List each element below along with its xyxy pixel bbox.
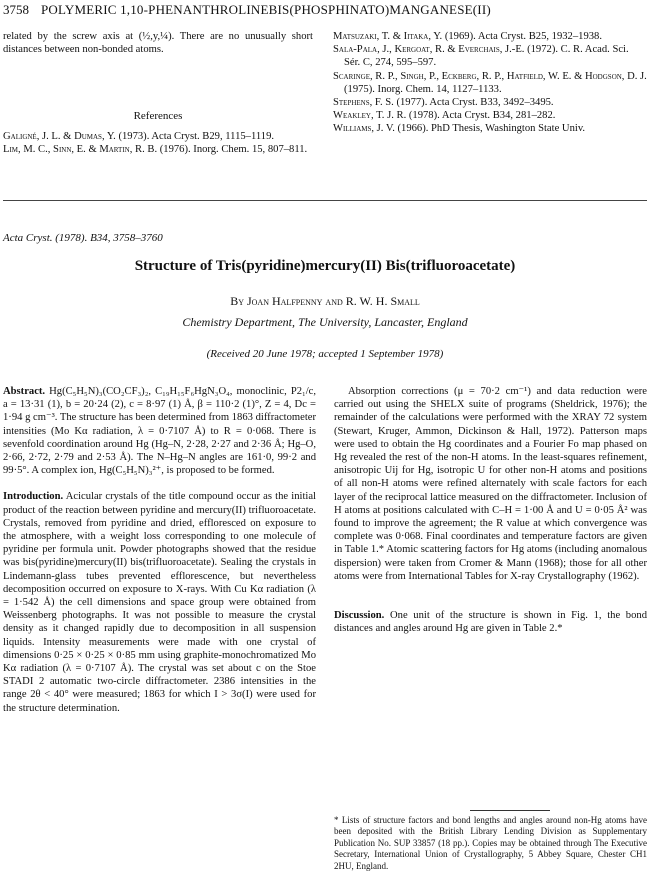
running-title: POLYMERIC 1,10-PHENANTHROLINEBIS(PHOSPHINATO)MANGANESE(II) <box>41 2 491 17</box>
previous-article-text: related by the screw axis at (½,y,¼). There are no unusually short distances between non-bonded atoms. <box>3 31 313 56</box>
reference-item: Weakley, T. J. R. (1978). Acta Cryst. B34, 281–282. <box>333 110 556 122</box>
previous-article-right-column <box>333 30 647 136</box>
reference-item: Lim, M. C., Sinn, E. & Martin, R. B. (1976). Inorg. Chem. 15, 807–811. <box>3 143 308 155</box>
discussion: Discussion. One unit of the structure is shown in Fig. 1, the bond distances and angles around Hg are given in Table 2.* <box>334 610 647 635</box>
article-divider <box>3 200 647 201</box>
article-left-column <box>3 385 316 715</box>
footnote: * Lists of structure factors and bond lengths and angles around non-Hg atoms have been deposited with the British Library Lending Division as Supplementary Publication No. SUP 33857 (18 pp.). Copies may be obtained through The Executive Secretary, International Union of Crystallography, 5 Abbey Square, Chester CH1 2HU, England. <box>334 815 647 871</box>
footnote-divider <box>470 810 550 811</box>
journal-reference: Acta Cryst. (1978). B34, 3758–3760 <box>3 232 163 244</box>
previous-article-left-column <box>3 30 313 156</box>
article-title: Structure of Tris(pyridine)mercury(II) Bis(trifluoroacetate) <box>134 258 516 274</box>
article-right-column <box>334 385 647 635</box>
received-dates: (Received 20 June 1978; accepted 1 September 1978) <box>206 348 444 360</box>
reference-item: Galigné, J. L. & Dumas, Y. (1973). Acta Cryst. B29, 1115–1119. <box>3 130 275 142</box>
reference-item: Scaringe, R. P., Singh, P., Eckberg, R. P., Hatfield, W. E. & Hodgson, D. J. (1975). Inorg. Chem. 14, 1127–1133. <box>333 70 647 95</box>
article-affiliation: Chemistry Department, The University, Lancaster, England <box>182 315 468 329</box>
reference-item: Matsuzaki, T. & Iitaka, Y. (1969). Acta Cryst. B25, 1932–1938. <box>333 31 602 42</box>
reference-item: Stephens, F. S. (1977). Acta Cryst. B33, 3492–3495. <box>333 97 554 109</box>
introduction: Introduction. Acicular crystals of the title compound occur as the initial product of the reaction between pyridine and mercury(II) trifluoroacetate. Crystals, removed from pyridine and dried, effloresced on exposure to the atmosphere, with a weight loss corresponding to one molecule of pyridine per formula unit. Powder photographs showed that the residue was bis(pyridine)mercury(II) bis(trifluoroacetate). Sealing the crystals in Lindemann-glass tubes prevented efflorescence, but nevertheless decomposition occurred on exposure to X-rays. With Cu Kα radiation (λ = 1·542 Å) the cell dimensions and space group were obtained from Weissenberg photographs. It was not possible to measure the crystal density as it changed rapidly due to decomposition in all suspension liquids. Intensity measurements were made with one crystal of dimensions 0·25 × 0·25 × 0·85 mm using graphite-monochromatized Mo Kα radiation (λ = 0·7107 Å). The crystal was set about c on the Stoe STADI 2 automatic two-circle diffractometer. 2386 intensities in the range 2θ < 40° were measured; 1863 for which I > 3σ(I) were used for the structure determination. <box>3 491 316 714</box>
page-number: 3758 <box>3 2 29 17</box>
methods-paragraph: Absorption corrections (μ = 70·2 cm⁻¹) and data reduction were carried out using the SHELX suite of programs (Sheldrick, 1976); the remainder of the calculations were performed with the XRAY 72 system (Stewart, Kruger, Ammon, Dickinson & Hall, 1972). Patterson maps were used to obtain the Hg coordinates and a Fourier Fo map phased on Hg revealed the rest of the non-H atoms. In the least-squares refinement, anisotropic Uij for Hg, isotropic U for other non-H atoms and positions of all non-H atoms were refined alternately with scale factors for each layer of the reciprocal lattice measured on the diffractometer. Inclusion of H atoms at positions calculated with C–H = 1·00 Å and U = 0·05 Å² was found to improve the agreement; the R value at which convergence was complete was 0·068. Final coordinates and temperature factors are given in Table 1.* Atomic scattering factors for Hg atoms (including anomalous dispersion) were taken from Cromer & Mann (1968); those for all other atoms were from International Tables for X-ray Crystallography (1962). <box>334 386 647 582</box>
article-authors: By Joan Halfpenny and R. W. H. Small <box>230 294 420 308</box>
running-header <box>3 2 647 18</box>
references-heading: References <box>133 110 183 123</box>
reference-item: Sala-Pala, J., Kergoat, R. & Everchais, J.-E. (1972). C. R. Acad. Sci. Sér. C, 274, 595–597. <box>333 44 629 69</box>
abstract: Abstract. Hg(C₅H₅N)₃(CO₂CF₃)₂, C₁₉H₁₅F₆HgN₃O₄, monoclinic, P2₁/c, a = 13·31 (1), b = 20·24 (2), c = 8·97 (1) Å, β = 110·2 (1)°, Z = 4, Dc = 1·94 g cm⁻³. The structure has been determined from 1863 diffractometer intensities (Mo Kα radiation, λ = 0·7107 Å) to R = 0·068. There is sevenfold coordination around Hg (Hg–N, 2·28, 2·27 and 2·36 Å; Hg–O, 2·66, 2·72, 2·79 and 2·53 Å). The N–Hg–N angles are 161·0, 99·2 and 99·5°. A complex ion, Hg(C₅H₅N)₃²⁺, is proposed to be formed. <box>3 386 316 477</box>
reference-item: Williams, J. V. (1966). PhD Thesis, Washington State Univ. <box>333 123 586 135</box>
